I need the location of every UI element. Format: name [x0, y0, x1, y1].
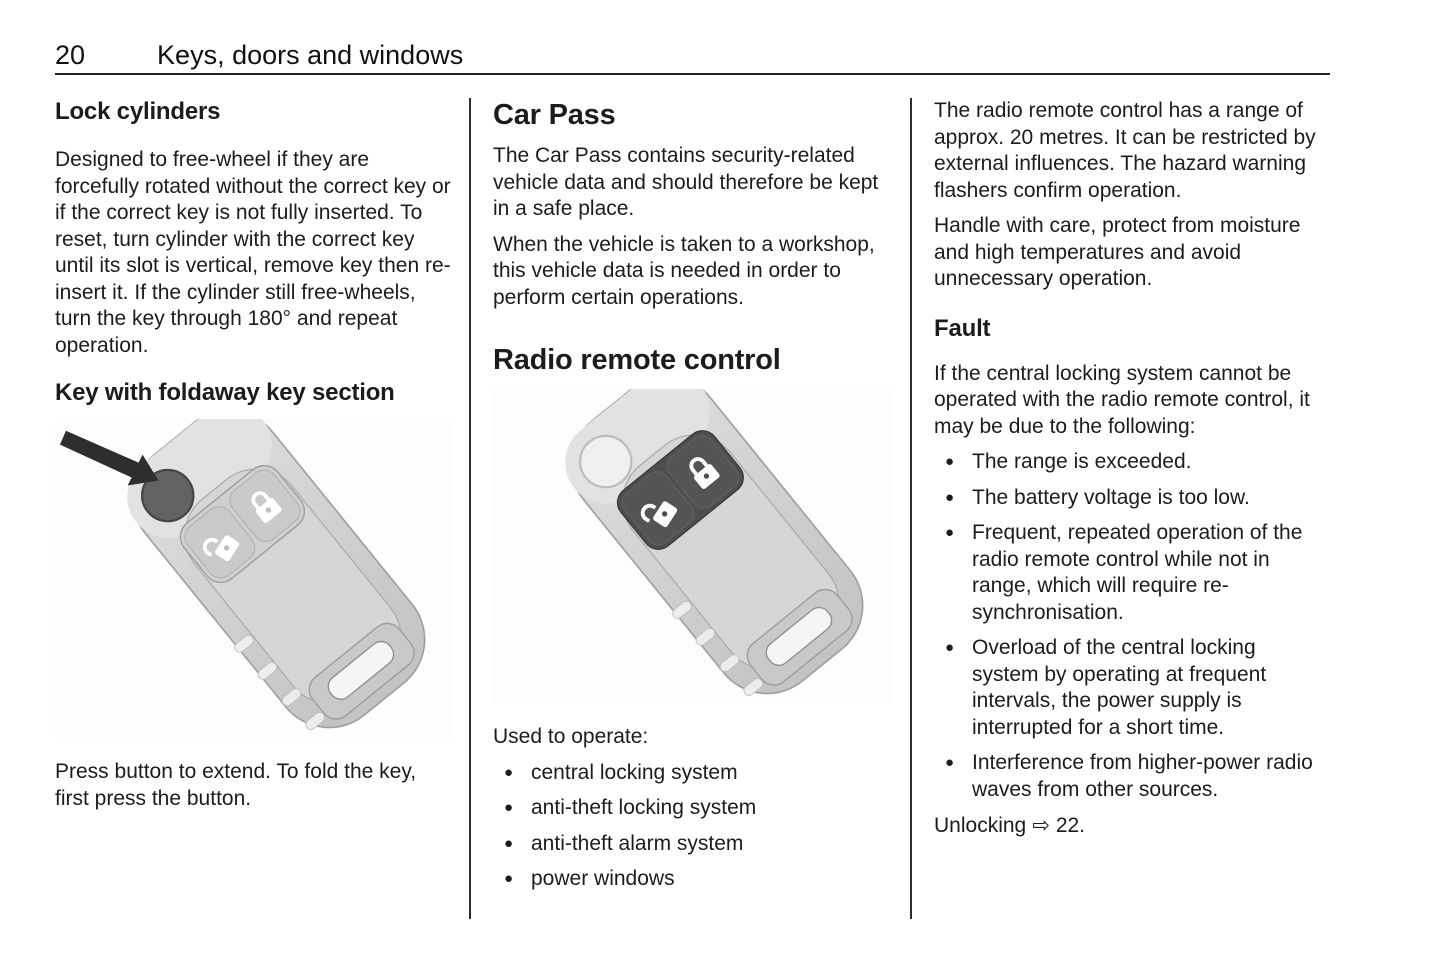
- bullet-icon: ●: [945, 453, 955, 470]
- column-car-pass: [493, 98, 891, 902]
- crossref-arrow-icon: ⇨: [1032, 813, 1050, 837]
- used-to-operate-intro: Used to operate:: [493, 725, 649, 748]
- car-pass-paragraph-2: When the vehicle is taken to a workshop, this vehicle data is needed in order to perform certain operations.: [493, 232, 875, 309]
- remote-range-paragraph: The radio remote control has a range of approx. 20 metres. It can be restricted by external influences. The hazard warning flashers confirm operation.: [934, 99, 1316, 202]
- list-item: ● central locking system: [493, 760, 891, 787]
- bullet-icon: ●: [945, 754, 955, 771]
- column-radio-remote-info: [934, 98, 1318, 849]
- bullet-icon: ●: [504, 763, 514, 781]
- radio-remote-image: [493, 389, 891, 704]
- unlocking-crossref: [934, 812, 1318, 840]
- section-heading-lock-cylinders: Lock cylinders: [55, 98, 221, 125]
- bullet-icon: ●: [504, 799, 514, 816]
- chapter-title: Keys, doors and windows: [157, 40, 464, 70]
- column-divider: [469, 98, 471, 919]
- bullet-icon: ●: [504, 834, 514, 852]
- list-item: ● The battery voltage is too low.: [934, 485, 1318, 512]
- remote-care-paragraph: Handle with care, protect from moisture and high temperatures and avoid unnecessary operation.: [934, 214, 1301, 290]
- bullet-icon: ●: [504, 870, 514, 887]
- bullet-icon: ●: [945, 524, 955, 541]
- section-heading-car-pass: Car Pass: [493, 99, 616, 131]
- header-rule: [55, 73, 1330, 75]
- key-foldaway-image: [55, 419, 453, 739]
- crossref-page: 22.: [1055, 814, 1086, 837]
- subheading-fault: Fault: [934, 314, 991, 342]
- list-item: ● anti-theft alarm system: [493, 831, 891, 858]
- list-item: ● Frequent, repeated operation of the radio remote control while not in range, which will require re-synchronisation.: [934, 520, 1318, 626]
- section-heading-radio-remote: Radio remote control: [493, 344, 781, 376]
- foldaway-key-paragraph: Press button to extend. To fold the key, first press the button.: [55, 760, 417, 810]
- column-divider: [910, 98, 912, 919]
- bullet-icon: ●: [945, 488, 955, 506]
- arrow-icon: [60, 431, 159, 486]
- list-item: ● power windows: [493, 866, 891, 893]
- operate-list: [493, 760, 891, 893]
- list-item: ● Overload of the central locking system by operating at frequent intervals, the power supply is interrupted for a short time.: [934, 635, 1318, 741]
- lock-cylinders-paragraph: Designed to free-wheel if they are forcefully rotated without the correct key or if the correct key is not fully inserted. To reset, turn cylinder with the correct key until its slot is vertical, remove key then re-insert it. If the cylinder still free-wheels, turn the key through 180° and repeat operation.: [55, 148, 451, 357]
- key-fob-folded-illustration: [55, 419, 453, 739]
- list-item: ● anti-theft locking system: [493, 795, 891, 822]
- bullet-icon: ●: [945, 639, 955, 656]
- fault-list: [934, 449, 1318, 803]
- crossref-label: Unlocking: [934, 814, 1027, 837]
- page-header: [55, 40, 463, 71]
- key-fob-remote-illustration: [493, 389, 891, 704]
- subheading-foldaway-key: Key with foldaway key section: [55, 379, 395, 406]
- list-item: ● Interference from higher-power radio waves from other sources.: [934, 750, 1318, 803]
- fault-intro-paragraph: If the central locking system cannot be operated with the radio remote control, it may be due to the following:: [934, 361, 1310, 438]
- content-columns: [55, 98, 1318, 919]
- list-item: ● The range is exceeded.: [934, 449, 1318, 476]
- car-pass-paragraph-1: The Car Pass contains security-related vehicle data and should therefore be kept in a safe place.: [493, 144, 879, 220]
- page-number: 20: [55, 40, 86, 70]
- column-lock-cylinders: [55, 98, 453, 821]
